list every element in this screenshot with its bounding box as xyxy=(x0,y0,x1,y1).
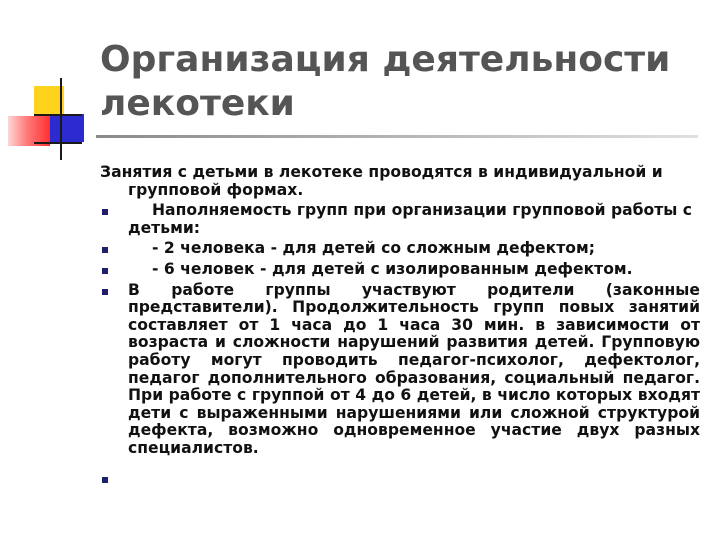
decor-blue-square xyxy=(50,114,84,142)
decor-horizontal-line xyxy=(34,142,82,144)
bullet-item xyxy=(100,202,700,237)
bullet-square-icon xyxy=(100,470,128,487)
bullet-item xyxy=(100,282,700,458)
slide-body xyxy=(100,164,700,490)
bullet-square-icon xyxy=(100,202,128,219)
bullet-text: - 2 человека - для детей со сложным дефектом; xyxy=(152,239,595,258)
bullet-square-icon xyxy=(100,240,128,257)
slide-title: Организация деятельности лекотеки xyxy=(100,39,671,124)
bullet-item xyxy=(100,261,700,279)
decor-vertical-line xyxy=(60,78,62,160)
bullet-text: - 6 человек - для детей с изолированным дефектом. xyxy=(152,259,633,278)
bullet-item xyxy=(100,240,700,258)
bullet-item xyxy=(100,470,700,487)
title-underline xyxy=(96,135,698,138)
intro-paragraph: Занятия с детьми в лекотеке проводятся в индивидуальной и групповой формах. xyxy=(100,163,663,199)
bullet-text xyxy=(128,470,700,487)
bullet-square-icon xyxy=(100,282,128,299)
decor-horizontal-line xyxy=(34,114,82,116)
bullet-square-icon xyxy=(100,261,128,278)
bullet-text: В работе группы участвуют родители (законные представители). Продолжительность групп повых занятий составляет от 1 часа до 1 часа 30 мин. в зависимости от возраста и сложности нарушений развития детей. Групповую работу могут проводить педагог-психолог, дефектолог, педагог дополнительного образования, социальный педагог. При работе с группой от 4 до 6 детей, в число которых входят дети с выраженными нарушениями или сложной структурой дефекта, возможно одновременное участие двух разных специалистов. xyxy=(128,280,700,457)
bullet-text: Наполняемость групп при организации групповой работы с детьми: xyxy=(128,201,693,237)
